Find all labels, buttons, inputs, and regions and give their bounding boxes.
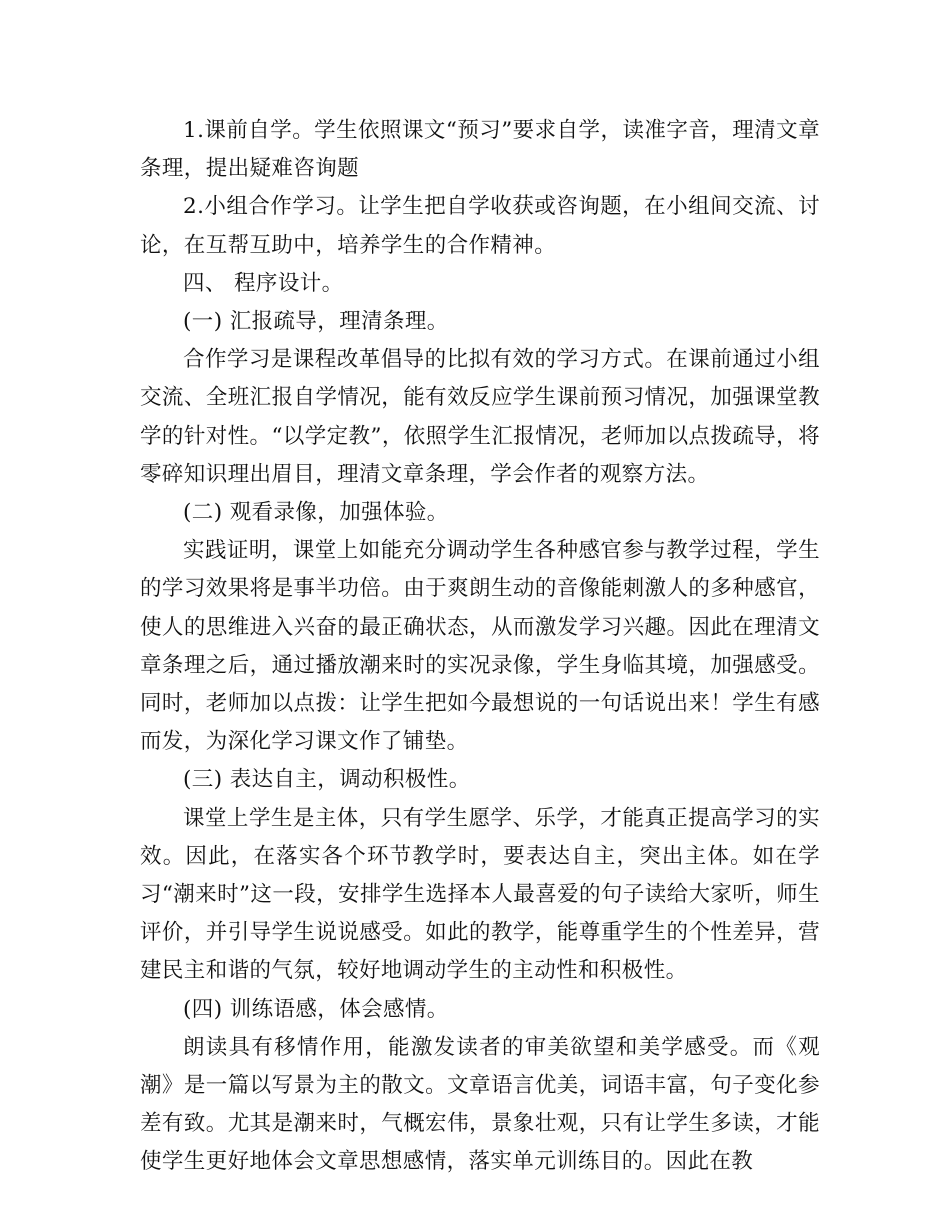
paragraph-cooperative-learning: 合作学习是课程改革倡导的比拟有效的学习方式。在课前通过小组交流、全班汇报自学情况，能有效反应学生课前预习情况，加强课堂教学的针对性。“以学定教”，依照学生汇报情况，老师加以点拨疏导，将零碎知识理出眉目，理清文章条理，学会作者的观察方法。 — [140, 347, 820, 487]
paragraph-practice-proves: 实践证明，课堂上如能充分调动学生各种感官参与教学过程，学生的学习效果将是事半功倍。由于爽朗生动的音像能刺激人的多种感官，使人的思维进入兴奋的最正确状态，从而激发学习兴趣。因此在理清文章条理之后，通过播放潮来时的实况录像，学生身临其境，加强感受。同时，老师加以点拨：让学生把如今最想说的一句话说出来！学生有感而发，为深化学习课文作了铺垫。 — [140, 538, 820, 755]
subheading-express-autonomy: (三) 表达自主，调动积极性。 — [183, 767, 471, 793]
paragraph-group-study: 2.小组合作学习。让学生把自学收获或咨询题，在小组间交流、讨论，在互帮互助中，培养学生的合作精神。 — [140, 194, 820, 258]
subheading-watch-video: (二) 观看录像，加强体验。 — [183, 500, 449, 526]
document-body — [140, 112, 820, 1182]
paragraph-students-subject: 课堂上学生是主体，只有学生愿学、乐学，才能真正提高学习的实效。因此，在落实各个环节教学时，要表达自主，突出主体。如在学习“潮来时”这一段，安排学生选择本人最喜爱的句子读给大家听，师生评价，并引导学生说说感受。如此的教学，能尊重学生的个性差异，营建民主和谐的气氛，较好地调动学生的主动性和积极性。 — [140, 805, 820, 984]
paragraph-self-study: 1.课前自学。学生依照课文“预习”要求自学，读准字音，理清文章条理，提出疑难咨询题 — [140, 118, 820, 182]
heading-program-design: 四、 程序设计。 — [183, 270, 344, 296]
subheading-report-guidance: (一) 汇报疏导，理清条理。 — [183, 309, 449, 335]
paragraph-reading-aloud: 朗读具有移情作用，能激发读者的审美欲望和美学感受。而《观潮》是一篇以写景为主的散文。文章语言优美，词语丰富，句子变化参差有致。尤其是潮来时，气概宏伟，景象壮观，只有让学生多读，才能使学生更好地体会文章思想感情，落实单元训练目的。因此在教 — [140, 1034, 820, 1175]
subheading-language-sense: (四) 训练语感，体会感情。 — [183, 996, 449, 1022]
